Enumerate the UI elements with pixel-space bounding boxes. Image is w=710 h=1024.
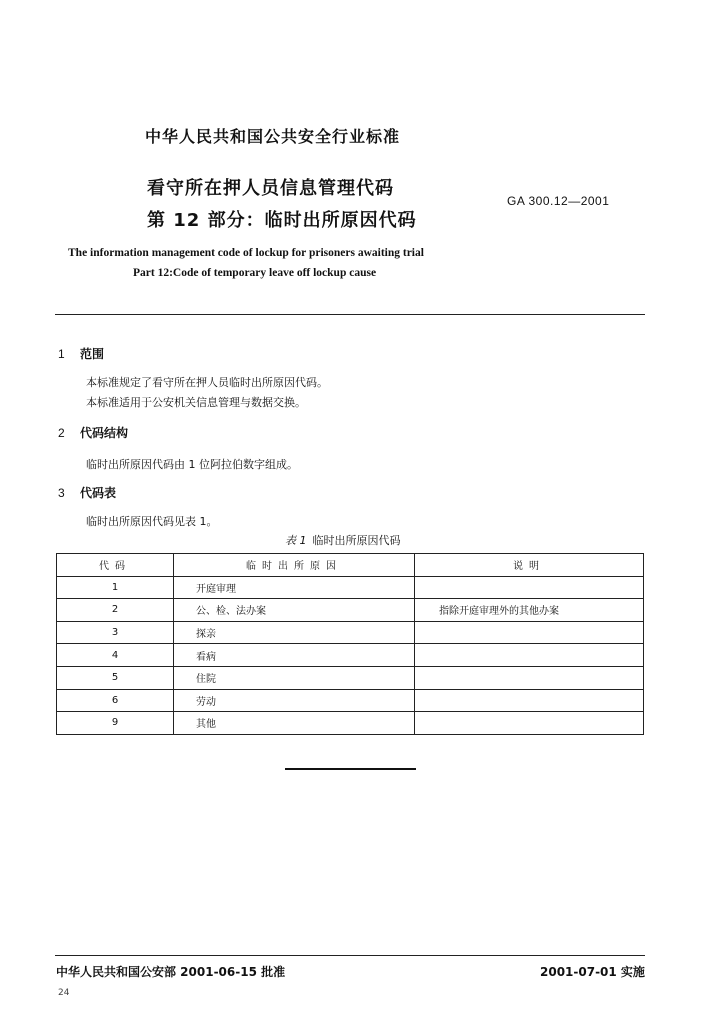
section-title: 代码表 (80, 486, 117, 500)
page-number: 24 (58, 988, 70, 998)
cell-note (415, 576, 644, 599)
paragraph-scope-1: 本标准规定了看守所在押人员临时出所原因代码。 (86, 376, 328, 389)
title-english-line-2: Part 12:Code of temporary leave off lockup cause (133, 267, 377, 279)
cell-reason: 看病 (174, 644, 415, 667)
cell-note (415, 689, 644, 712)
table-row (57, 712, 644, 735)
table-row (57, 689, 644, 712)
cell-reason: 其他 (174, 712, 415, 735)
cell-code: 9 (57, 712, 174, 735)
cell-reason: 开庭审理 (174, 576, 415, 599)
approval-line: 中华人民共和国公安部 2001-06-15 批准 (56, 965, 286, 979)
cell-code: 1 (57, 576, 174, 599)
header-divider (55, 314, 645, 315)
section-number: 3 (58, 486, 65, 500)
paragraph-table-reference: 临时出所原因代码见表 1。 (86, 515, 218, 528)
cell-code: 3 (57, 621, 174, 644)
table-caption-title: 临时出所原因代码 (312, 534, 401, 547)
title-chinese-line-2: 第 12 部分：临时出所原因代码 (147, 210, 417, 231)
table-caption (285, 532, 401, 548)
cell-code: 5 (57, 666, 174, 689)
cell-note (415, 644, 644, 667)
standard-category: 中华人民共和国公共安全行业标准 (145, 127, 401, 146)
end-of-text-rule (285, 768, 416, 770)
header-code: 代码 (57, 554, 174, 577)
table-row (57, 644, 644, 667)
section-number: 1 (58, 347, 65, 361)
standard-code: GA 300.12—2001 (507, 194, 610, 208)
table-caption-label: 表 1 (285, 534, 307, 547)
cell-note (415, 621, 644, 644)
cell-note (415, 712, 644, 735)
cell-code: 6 (57, 689, 174, 712)
paragraph-code-structure: 临时出所原因代码由 1 位阿拉伯数字组成。 (86, 458, 298, 471)
title-chinese-line-1: 看守所在押人员信息管理代码 (147, 178, 394, 199)
header-reason: 临时出所原因 (174, 554, 415, 577)
table-row (57, 621, 644, 644)
section-heading-code-table (58, 484, 116, 501)
title-english-line-1: The information management code of lockup for prisoners awaiting trial (68, 247, 424, 259)
table-row (57, 576, 644, 599)
section-heading-code-structure (58, 424, 128, 441)
section-title: 代码结构 (80, 426, 129, 440)
cell-reason: 探亲 (174, 621, 415, 644)
section-heading-scope (58, 345, 104, 362)
cell-code: 2 (57, 599, 174, 622)
header-note: 说明 (415, 554, 644, 577)
paragraph-scope-2: 本标准适用于公安机关信息管理与数据交换。 (86, 396, 306, 409)
footer-divider (55, 955, 645, 956)
cell-note: 指除开庭审理外的其他办案 (415, 599, 644, 622)
cell-note (415, 666, 644, 689)
cell-reason: 劳动 (174, 689, 415, 712)
cause-code-table (56, 553, 644, 735)
section-title: 范围 (80, 347, 105, 361)
implementation-date: 2001-07-01 实施 (540, 965, 645, 979)
table-header-row (57, 554, 644, 577)
cell-reason: 住院 (174, 666, 415, 689)
cell-code: 4 (57, 644, 174, 667)
cell-reason: 公、检、法办案 (174, 599, 415, 622)
table-row (57, 666, 644, 689)
table-row (57, 599, 644, 622)
section-number: 2 (58, 426, 65, 440)
